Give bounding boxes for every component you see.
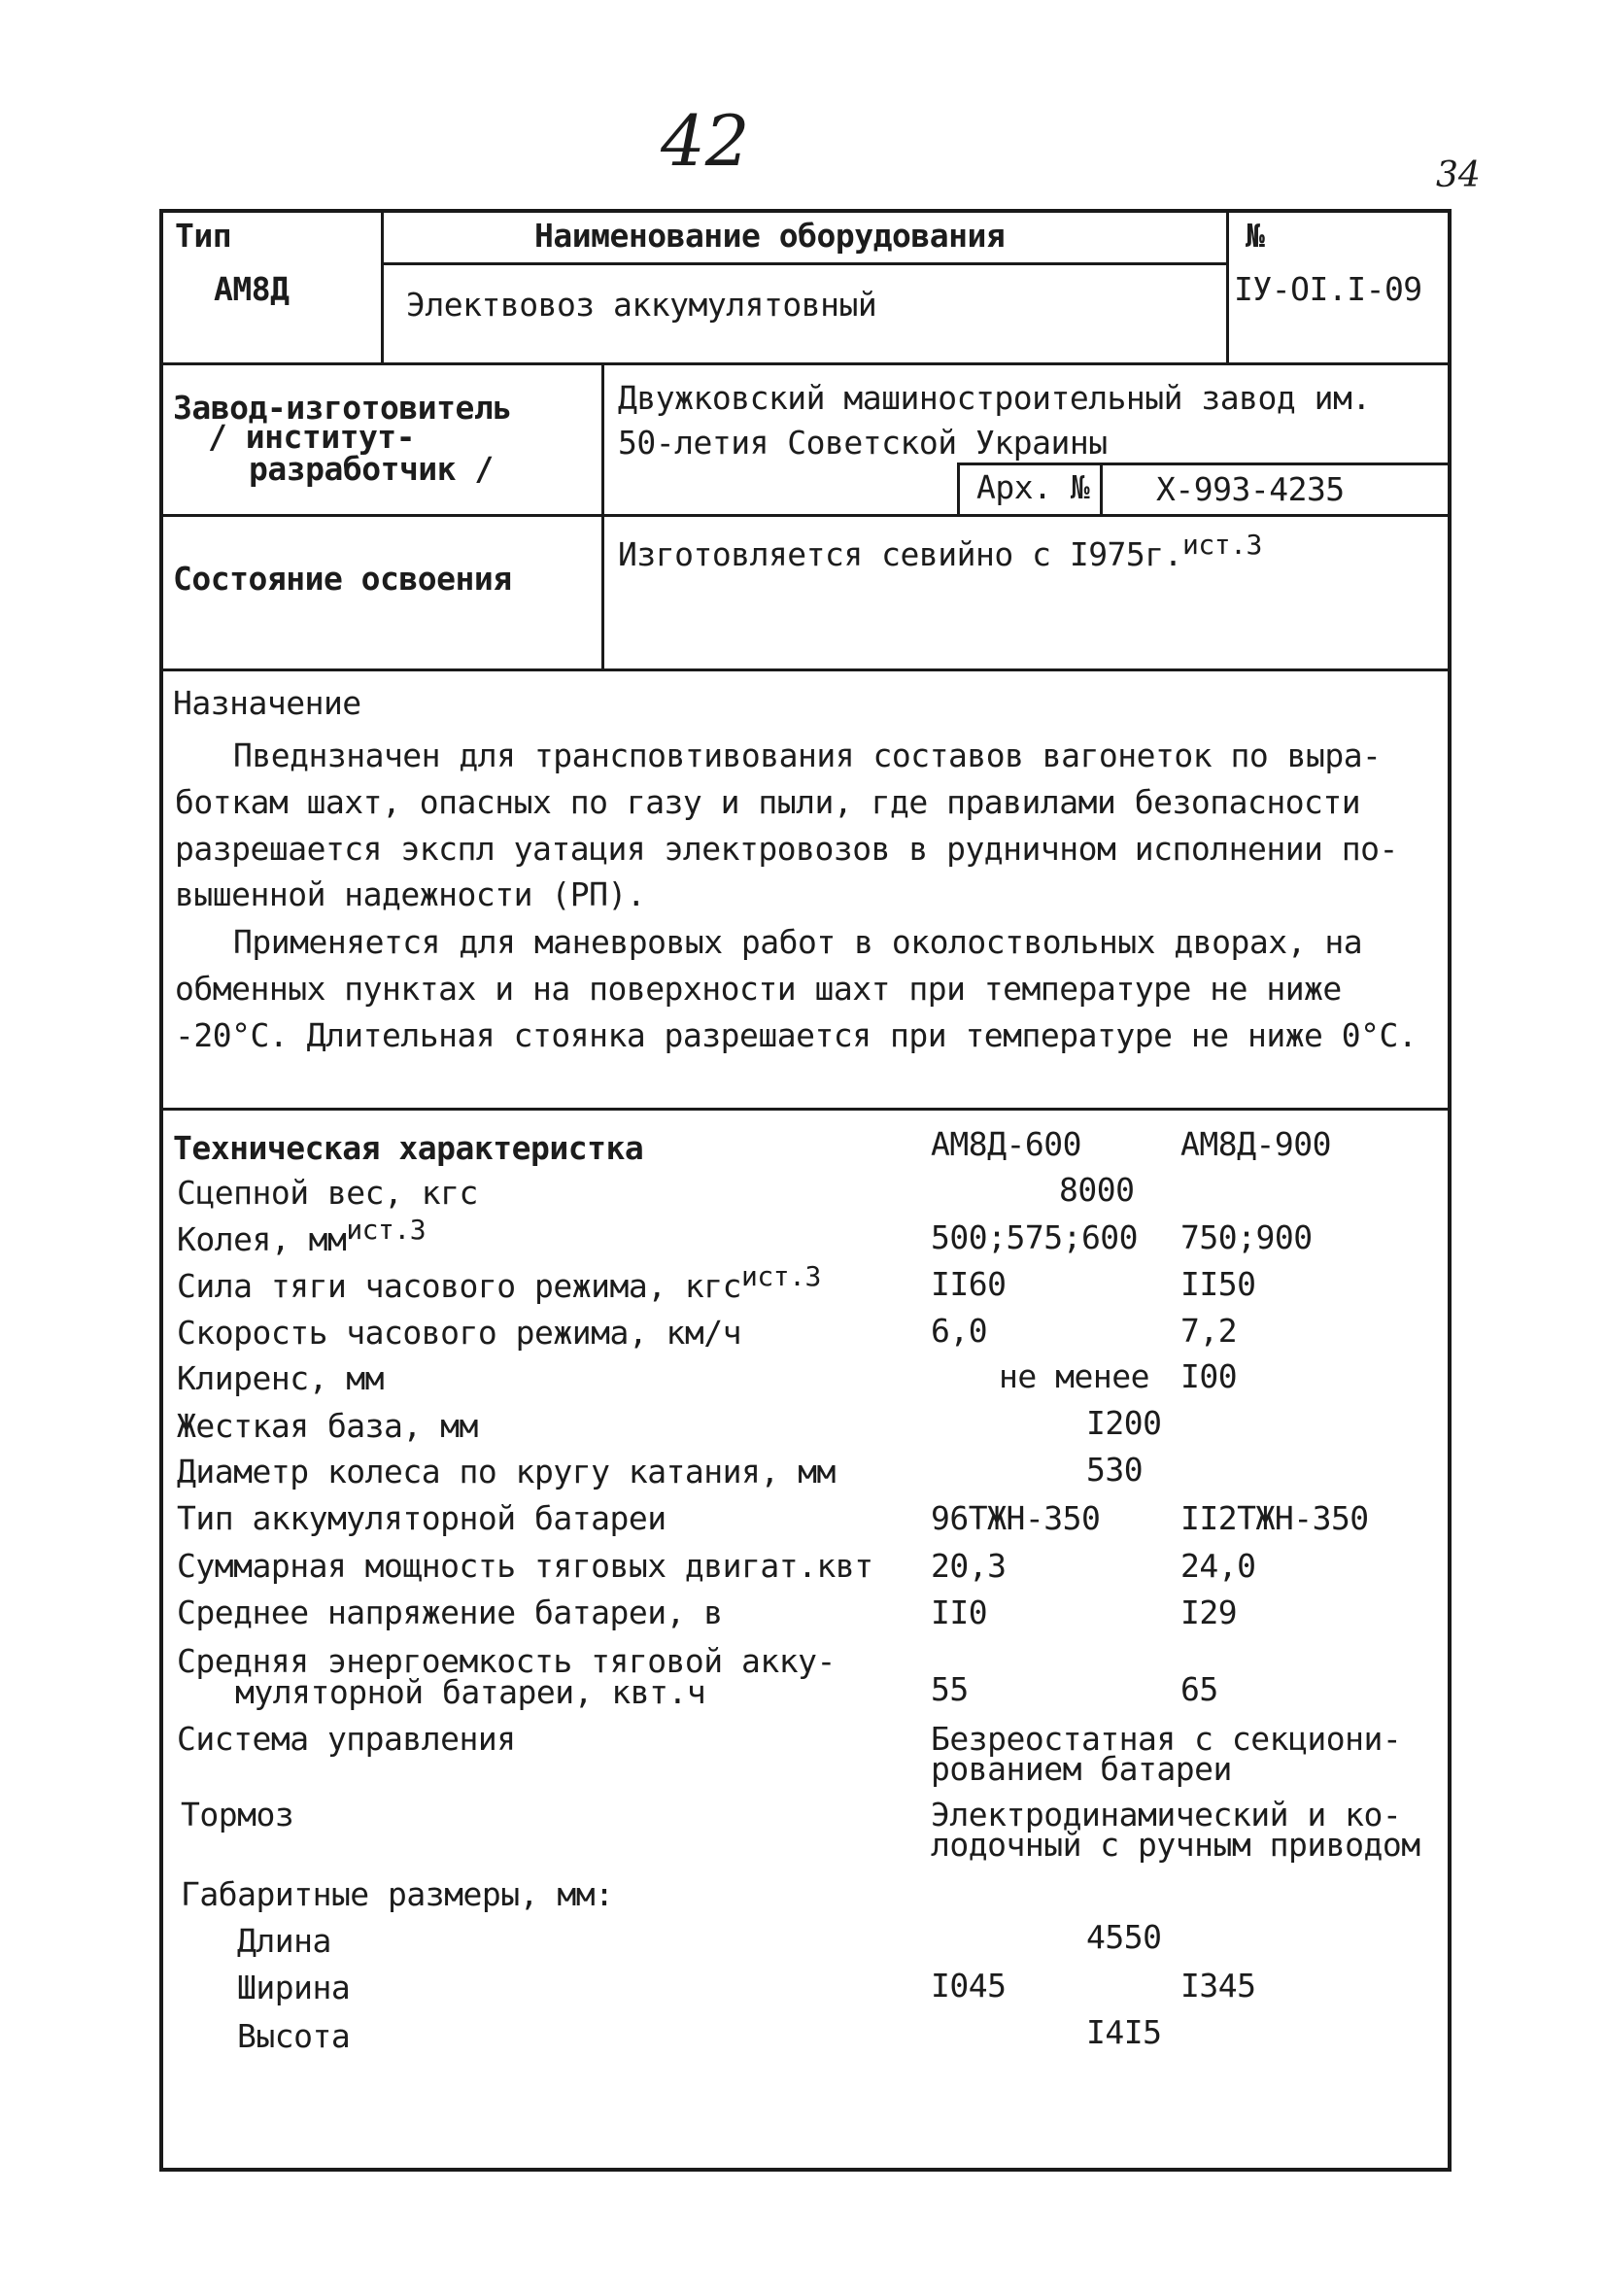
- spec-label-avg-voltage: Среднее напряжение батареи, в: [177, 1593, 723, 1631]
- manufacturer-label-line2: / институт-: [208, 418, 416, 456]
- archive-box-top: [957, 463, 1450, 465]
- manufacturer-bottom-rule: [161, 514, 1450, 517]
- purpose-line-2: боткам шахт, опасных по газу и пыли, где правилами безопасности: [175, 783, 1361, 821]
- spec-value-brake-line2: лодочный с ручным приводом: [931, 1826, 1420, 1864]
- spec-value-clearance-b: I00: [1180, 1357, 1238, 1395]
- spec-label-dimensions: Габаритные размеры, мм:: [181, 1875, 614, 1913]
- spec-label-width: Ширина: [237, 1969, 351, 2006]
- equipment-name-value: Электвовоз аккумулятовный: [406, 286, 877, 324]
- type-value: АМ8Д: [214, 270, 290, 308]
- spec-label-energy-line1: Средняя энергоемкость тяговой акку-: [177, 1642, 836, 1680]
- spec-value-traction-b: II50: [1180, 1265, 1256, 1303]
- purpose-bottom-rule: [161, 1108, 1450, 1111]
- header-divider-number: [1226, 213, 1229, 363]
- purpose-line-5: Применяется для маневровых работ в околоствольных дворах, на: [233, 923, 1363, 961]
- spec-value-gauge-b: 750;900: [1180, 1218, 1313, 1256]
- spec-value-control-line2: рованием батареи: [931, 1750, 1232, 1788]
- specs-heading: Техническая характеристка: [173, 1129, 644, 1167]
- purpose-line-1: Пведнзначен для трансповтивования составов вагонеток по выра-: [233, 737, 1382, 774]
- spec-label-length: Длина: [237, 1922, 331, 1960]
- spec-value-energy-b: 65: [1180, 1670, 1218, 1708]
- header-bottom-rule: [161, 362, 1450, 365]
- number-label: №: [1246, 217, 1265, 255]
- manufacturer-label-line3: разработчик /: [249, 450, 494, 488]
- manufacturer-name-line1: Двужковский машиностроительный завод им.: [618, 379, 1371, 417]
- specs-column-b-header: АМ8Д-900: [1180, 1125, 1331, 1163]
- spec-label-total-power: Суммарная мощность тяговых двигат.квт: [177, 1547, 873, 1585]
- type-label: Тип: [175, 217, 232, 255]
- spec-note-clearance: не менее: [999, 1357, 1149, 1395]
- spec-label-energy-line2: муляторной батареи, квт.ч: [235, 1673, 706, 1711]
- status-bottom-rule: [161, 668, 1450, 671]
- spec-label-clearance: Клиренс, мм: [177, 1359, 385, 1397]
- spec-label-speed: Скорость часового режима, км/ч: [177, 1314, 742, 1352]
- spec-label-wheel-diameter: Диаметр колеса по кругу катания, мм: [177, 1453, 836, 1491]
- spec-value-avg-voltage-b: I29: [1180, 1593, 1238, 1631]
- spec-label-control-system: Система управления: [177, 1720, 516, 1758]
- specs-column-a-header: АМ8Д-600: [931, 1125, 1081, 1163]
- spec-value-coupling-weight: 8000: [1059, 1171, 1135, 1209]
- spec-value-traction-a: II60: [931, 1265, 1007, 1303]
- spec-value-width-b: I345: [1180, 1967, 1256, 2005]
- purpose-line-6: обменных пунктах и на поверхности шахт при температуре не ниже: [175, 970, 1342, 1008]
- archive-label: Арх. №: [976, 468, 1090, 506]
- spec-value-total-power-a: 20,3: [931, 1547, 1007, 1585]
- gauge-reference: ист.3: [346, 1214, 427, 1246]
- handwritten-page-number: 42: [661, 100, 750, 182]
- header-name-underline: [383, 262, 1226, 265]
- status-text: Изготовляется севийно с I975г.: [618, 535, 1183, 573]
- spec-value-height: I4I5: [1086, 2013, 1162, 2051]
- spec-value-gauge-a: 500;575;600: [931, 1218, 1139, 1256]
- spec-value-speed-a: 6,0: [931, 1312, 988, 1350]
- status-divider: [601, 516, 604, 669]
- manufacturer-name-line2: 50-летия Советской Украины: [618, 424, 1108, 462]
- spec-value-wheel-diameter: 530: [1086, 1451, 1144, 1489]
- spec-label-height: Высота: [237, 2017, 351, 2055]
- spec-label-battery-type: Тип аккумуляторной батареи: [177, 1499, 666, 1537]
- spec-value-total-power-b: 24,0: [1180, 1547, 1256, 1585]
- spec-value-control-line1: Безреостатная с секциони-: [931, 1720, 1402, 1758]
- spec-label-gauge: [177, 1214, 427, 1259]
- archive-box-left: [957, 463, 960, 515]
- manufacturer-label-line1: Завод-изготовитель: [173, 389, 512, 427]
- corner-page-number: 34: [1436, 155, 1481, 195]
- manufacturer-divider: [601, 364, 604, 515]
- purpose-line-7: -20°С. Длительная стоянка разрешается при температуре не ниже 0°С.: [175, 1016, 1418, 1054]
- status-reference: ист.3: [1182, 529, 1262, 561]
- spec-value-width-a: I045: [931, 1967, 1007, 2005]
- purpose-line-3: разрешается экспл уатация электровозов в рудничном исполнении по-: [175, 830, 1398, 868]
- archive-number: Х-993-4235: [1156, 470, 1345, 508]
- traction-label-text: Сила тяги часового режима, кгс: [177, 1267, 742, 1305]
- spec-value-brake-line1: Электродинамический и ко-: [931, 1796, 1402, 1833]
- header-divider-type: [381, 213, 384, 363]
- purpose-line-4: вышенной надежности (РП).: [175, 875, 646, 913]
- status-value: [618, 529, 1262, 574]
- spec-label-traction-force: [177, 1260, 821, 1306]
- number-value: IУ-OI.I-09: [1234, 270, 1422, 308]
- spec-value-energy-a: 55: [931, 1670, 969, 1708]
- traction-reference: ист.3: [741, 1260, 821, 1292]
- archive-box-divider: [1100, 463, 1103, 515]
- spec-value-battery-type-b: II2ТЖН-350: [1180, 1499, 1369, 1537]
- spec-value-speed-b: 7,2: [1180, 1312, 1238, 1350]
- spec-value-length: 4550: [1086, 1918, 1162, 1956]
- spec-value-rigid-base: I200: [1086, 1404, 1162, 1442]
- equipment-name-label: Наименование оборудования: [534, 217, 1006, 255]
- purpose-heading: Назначение: [173, 684, 361, 722]
- spec-value-battery-type-a: 96ТЖН-350: [931, 1499, 1101, 1537]
- spec-label-brake: Тормоз: [181, 1796, 294, 1833]
- spec-label-rigid-base: Жесткая база, мм: [177, 1407, 478, 1445]
- spec-value-avg-voltage-a: II0: [931, 1593, 988, 1631]
- spec-label-coupling-weight: Сцепной вес, кгс: [177, 1174, 478, 1212]
- gauge-label-text: Колея, мм: [177, 1220, 347, 1258]
- status-label: Состояние освоения: [173, 560, 512, 598]
